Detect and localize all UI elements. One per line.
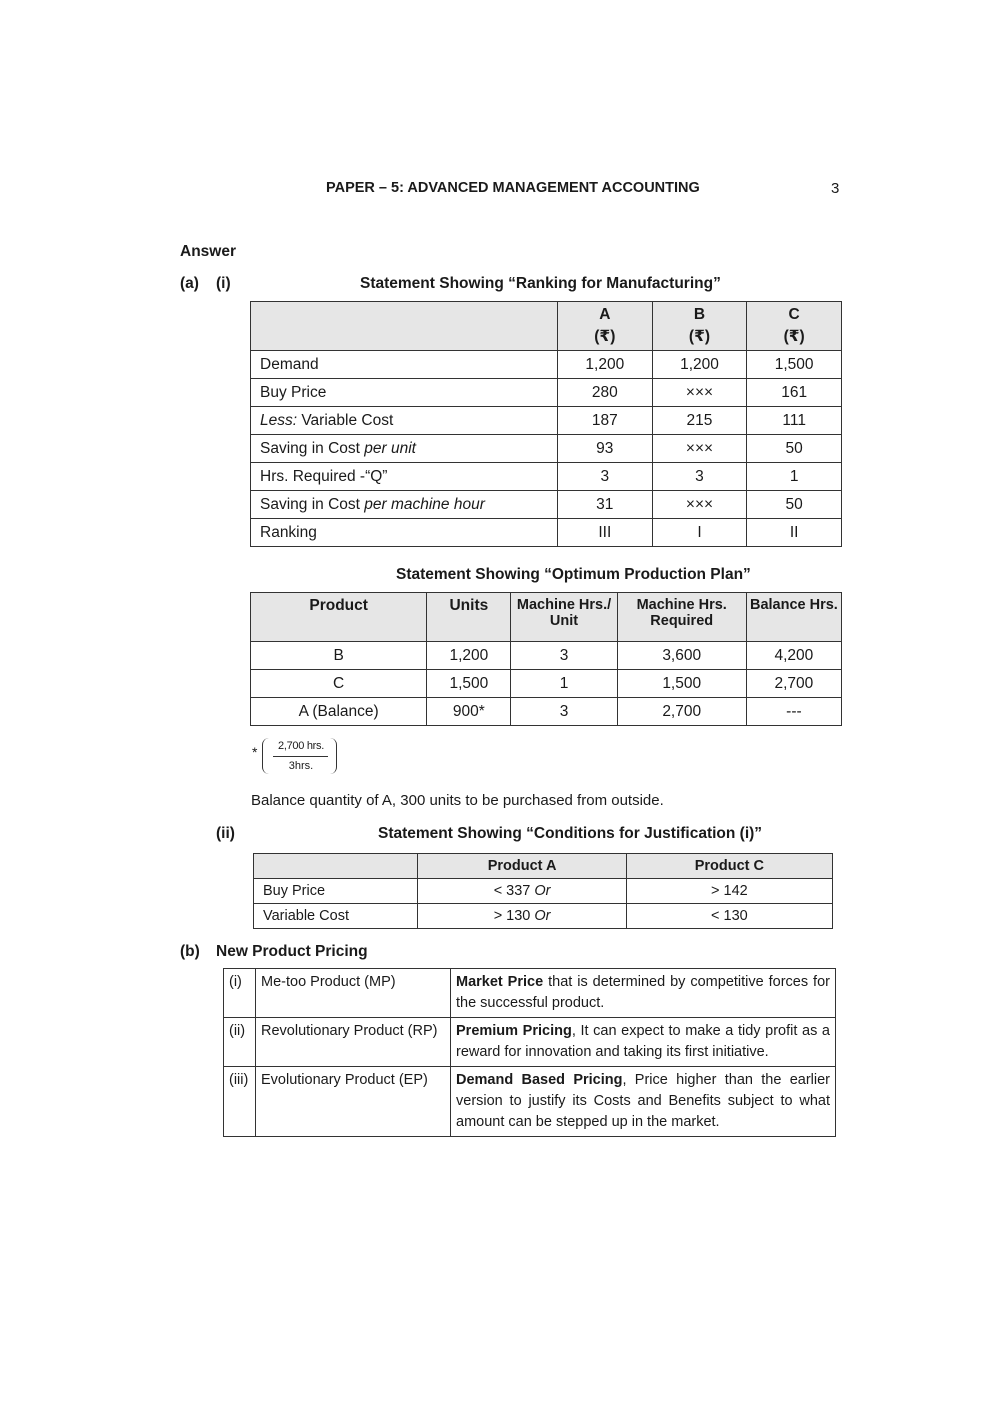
cell-units: 1,200 [427, 642, 511, 670]
justification-table [253, 853, 833, 929]
cell-b: ××× [652, 379, 747, 407]
fraction-bar [273, 756, 328, 757]
cell-balance: 4,200 [746, 642, 841, 670]
row-label: Buy Price [251, 379, 558, 407]
cell-product-c: < 130 [626, 904, 832, 929]
row-label: Variable Cost [254, 904, 418, 929]
ranking-header-blank [251, 302, 558, 351]
cell-b: 215 [652, 407, 747, 435]
table-row [251, 435, 842, 463]
table3-title: Statement Showing “Conditions for Justification (i)” [378, 825, 763, 842]
cell-product-c: > 142 [626, 879, 832, 904]
pricing-description: Premium Pricing, It can expect to make a tidy profit as a reward for innovation and taking its first initiative. [451, 1018, 836, 1067]
table-row [251, 463, 842, 491]
ranking-table [250, 301, 842, 547]
page-number: 3 [831, 180, 840, 197]
page-header-title: PAPER – 5: ADVANCED MANAGEMENT ACCOUNTING [326, 180, 700, 196]
footnote-star: * [252, 744, 258, 760]
row-label: Demand [251, 351, 558, 379]
header-product-a: Product A [418, 854, 626, 879]
ranking-table-header [251, 302, 842, 351]
table-row [224, 1018, 836, 1067]
row-label: Less: Variable Cost [251, 407, 558, 435]
cell-c: 50 [747, 435, 842, 463]
pricing-description: Market Price that is determined by competitive forces for the successful product. [451, 969, 836, 1018]
cell-product-a: > 130 Or [418, 904, 626, 929]
header-balance-hrs: Balance Hrs. [746, 593, 841, 642]
row-number: (iii) [224, 1067, 256, 1137]
cell-c: 1,500 [747, 351, 842, 379]
table1-title: Statement Showing “Ranking for Manufacturing” [360, 275, 721, 292]
table-row [224, 969, 836, 1018]
table-row [251, 379, 842, 407]
cell-hrs-unit: 3 [511, 698, 617, 726]
part-a-sub-ii-label: (ii) [216, 825, 235, 842]
cell-product: A (Balance) [251, 698, 427, 726]
row-label: Buy Price [254, 879, 418, 904]
right-paren [330, 738, 337, 774]
production-plan-header [251, 593, 842, 642]
cell-units: 900* [427, 698, 511, 726]
footnote-fraction [262, 738, 338, 776]
row-number: (ii) [224, 1018, 256, 1067]
table2-title: Statement Showing “Optimum Production Plan” [396, 566, 751, 583]
table-row [251, 407, 842, 435]
fraction-numerator: 2,700 hrs. [278, 740, 324, 752]
pricing-description: Demand Based Pricing, Price higher than the earlier version to justify its Costs and Benefits subject to what amount can be stepped up in the market. [451, 1067, 836, 1137]
cell-b: 3 [652, 463, 747, 491]
pricing-table [223, 968, 836, 1137]
header-units: Units [427, 593, 511, 642]
table-row [251, 491, 842, 519]
table-row [254, 879, 833, 904]
cell-a: 1,200 [557, 351, 652, 379]
cell-hrs-required: 3,600 [617, 642, 746, 670]
table-row [251, 698, 842, 726]
row-label: Ranking [251, 519, 558, 547]
cell-a: 31 [557, 491, 652, 519]
cell-balance: --- [746, 698, 841, 726]
cell-hrs-required: 2,700 [617, 698, 746, 726]
product-type: Revolutionary Product (RP) [256, 1018, 451, 1067]
cell-product: C [251, 670, 427, 698]
row-number: (i) [224, 969, 256, 1018]
row-label: Saving in Cost per unit [251, 435, 558, 463]
ranking-header-col-a: A (₹) [557, 302, 652, 351]
cell-a: 93 [557, 435, 652, 463]
answer-heading: Answer [180, 243, 236, 260]
header-product-c: Product C [626, 854, 832, 879]
product-type: Evolutionary Product (EP) [256, 1067, 451, 1137]
cell-c: 161 [747, 379, 842, 407]
cell-b: 1,200 [652, 351, 747, 379]
cell-hrs-unit: 3 [511, 642, 617, 670]
cell-b: I [652, 519, 747, 547]
cell-hrs-unit: 1 [511, 670, 617, 698]
ranking-header-col-b: B (₹) [652, 302, 747, 351]
header-machine-hrs-unit: Machine Hrs./ Unit [511, 593, 617, 642]
table-row [251, 351, 842, 379]
cell-c: 50 [747, 491, 842, 519]
part-a-sub-i-label: (i) [216, 275, 231, 292]
justification-header [254, 854, 833, 879]
table-row [251, 642, 842, 670]
cell-units: 1,500 [427, 670, 511, 698]
cell-product-a: < 337 Or [418, 879, 626, 904]
cell-balance: 2,700 [746, 670, 841, 698]
cell-hrs-required: 1,500 [617, 670, 746, 698]
part-a-label: (a) [180, 275, 199, 292]
part-b-title: New Product Pricing [216, 943, 368, 960]
production-plan-table [250, 592, 842, 726]
header-product: Product [251, 593, 427, 642]
ranking-header-col-c: C (₹) [747, 302, 842, 351]
cell-a: 187 [557, 407, 652, 435]
product-type: Me-too Product (MP) [256, 969, 451, 1018]
header-blank [254, 854, 418, 879]
row-label: Hrs. Required -“Q” [251, 463, 558, 491]
cell-a: 280 [557, 379, 652, 407]
left-paren [262, 738, 269, 774]
cell-c: II [747, 519, 842, 547]
cell-b: ××× [652, 435, 747, 463]
table-row [254, 904, 833, 929]
table-row [251, 519, 842, 547]
row-label: Saving in Cost per machine hour [251, 491, 558, 519]
table-row [224, 1067, 836, 1137]
cell-product: B [251, 642, 427, 670]
cell-a: 3 [557, 463, 652, 491]
balance-note: Balance quantity of A, 300 units to be purchased from outside. [251, 792, 664, 809]
cell-c: 111 [747, 407, 842, 435]
table-row [251, 670, 842, 698]
cell-b: ××× [652, 491, 747, 519]
header-machine-hrs-required: Machine Hrs. Required [617, 593, 746, 642]
fraction-denominator: 3hrs. [288, 760, 314, 772]
cell-c: 1 [747, 463, 842, 491]
part-b-label: (b) [180, 943, 200, 960]
cell-a: III [557, 519, 652, 547]
